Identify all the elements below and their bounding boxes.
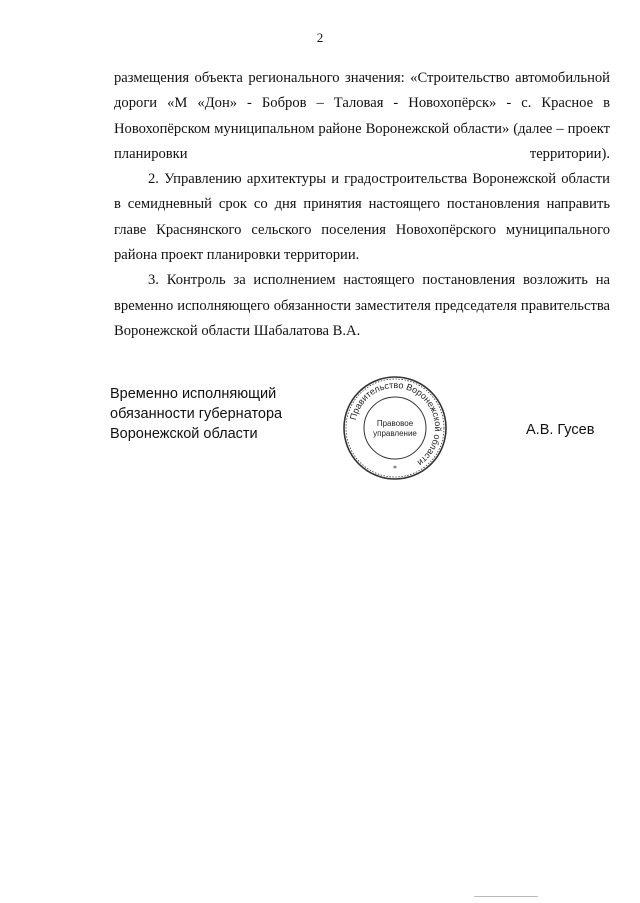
seal-star-icon: *: [393, 464, 397, 473]
signer-position-line: Временно исполняющий: [110, 386, 277, 402]
footer-divider: [474, 896, 538, 897]
official-seal: [342, 375, 448, 481]
paragraph-continuation: размещения объекта регионального значения: «Строительство автомобильной дороги «М «Дон» - Бобров – Таловая - Новохопёрск» - с. Красное в Новохопёрском муниципальном районе Воронежской области» (далее – проект планировки территории).: [114, 70, 610, 162]
document-body: [114, 66, 610, 344]
paragraph-item-3: 3. Контроль за исполнением настоящего постановления возложить на временно исполняющего обязанности заместителя председателя правительства Воронежской области Шабалатова В.А.: [114, 272, 610, 339]
paragraph-item-2: 2. Управлению архитектуры и градостроительства Воронежской области в семидневный срок со дня принятия настоящего постановления направить главе Краснянского сельского поселения Новохопёрского муниципального района проект планировки территории.: [114, 171, 610, 264]
seal-center-line: управление: [373, 429, 417, 438]
signer-name: А.В. Гусев: [526, 422, 595, 438]
seal-ring-text: Правительство Воронежской области: [347, 379, 444, 469]
signer-position: [110, 384, 282, 444]
signer-position-line: Воронежской области: [110, 426, 258, 442]
page-number: 2: [316, 30, 324, 45]
signer-position-line: обязанности губернатора: [110, 406, 283, 422]
seal-center-line: Правовое: [376, 419, 414, 428]
